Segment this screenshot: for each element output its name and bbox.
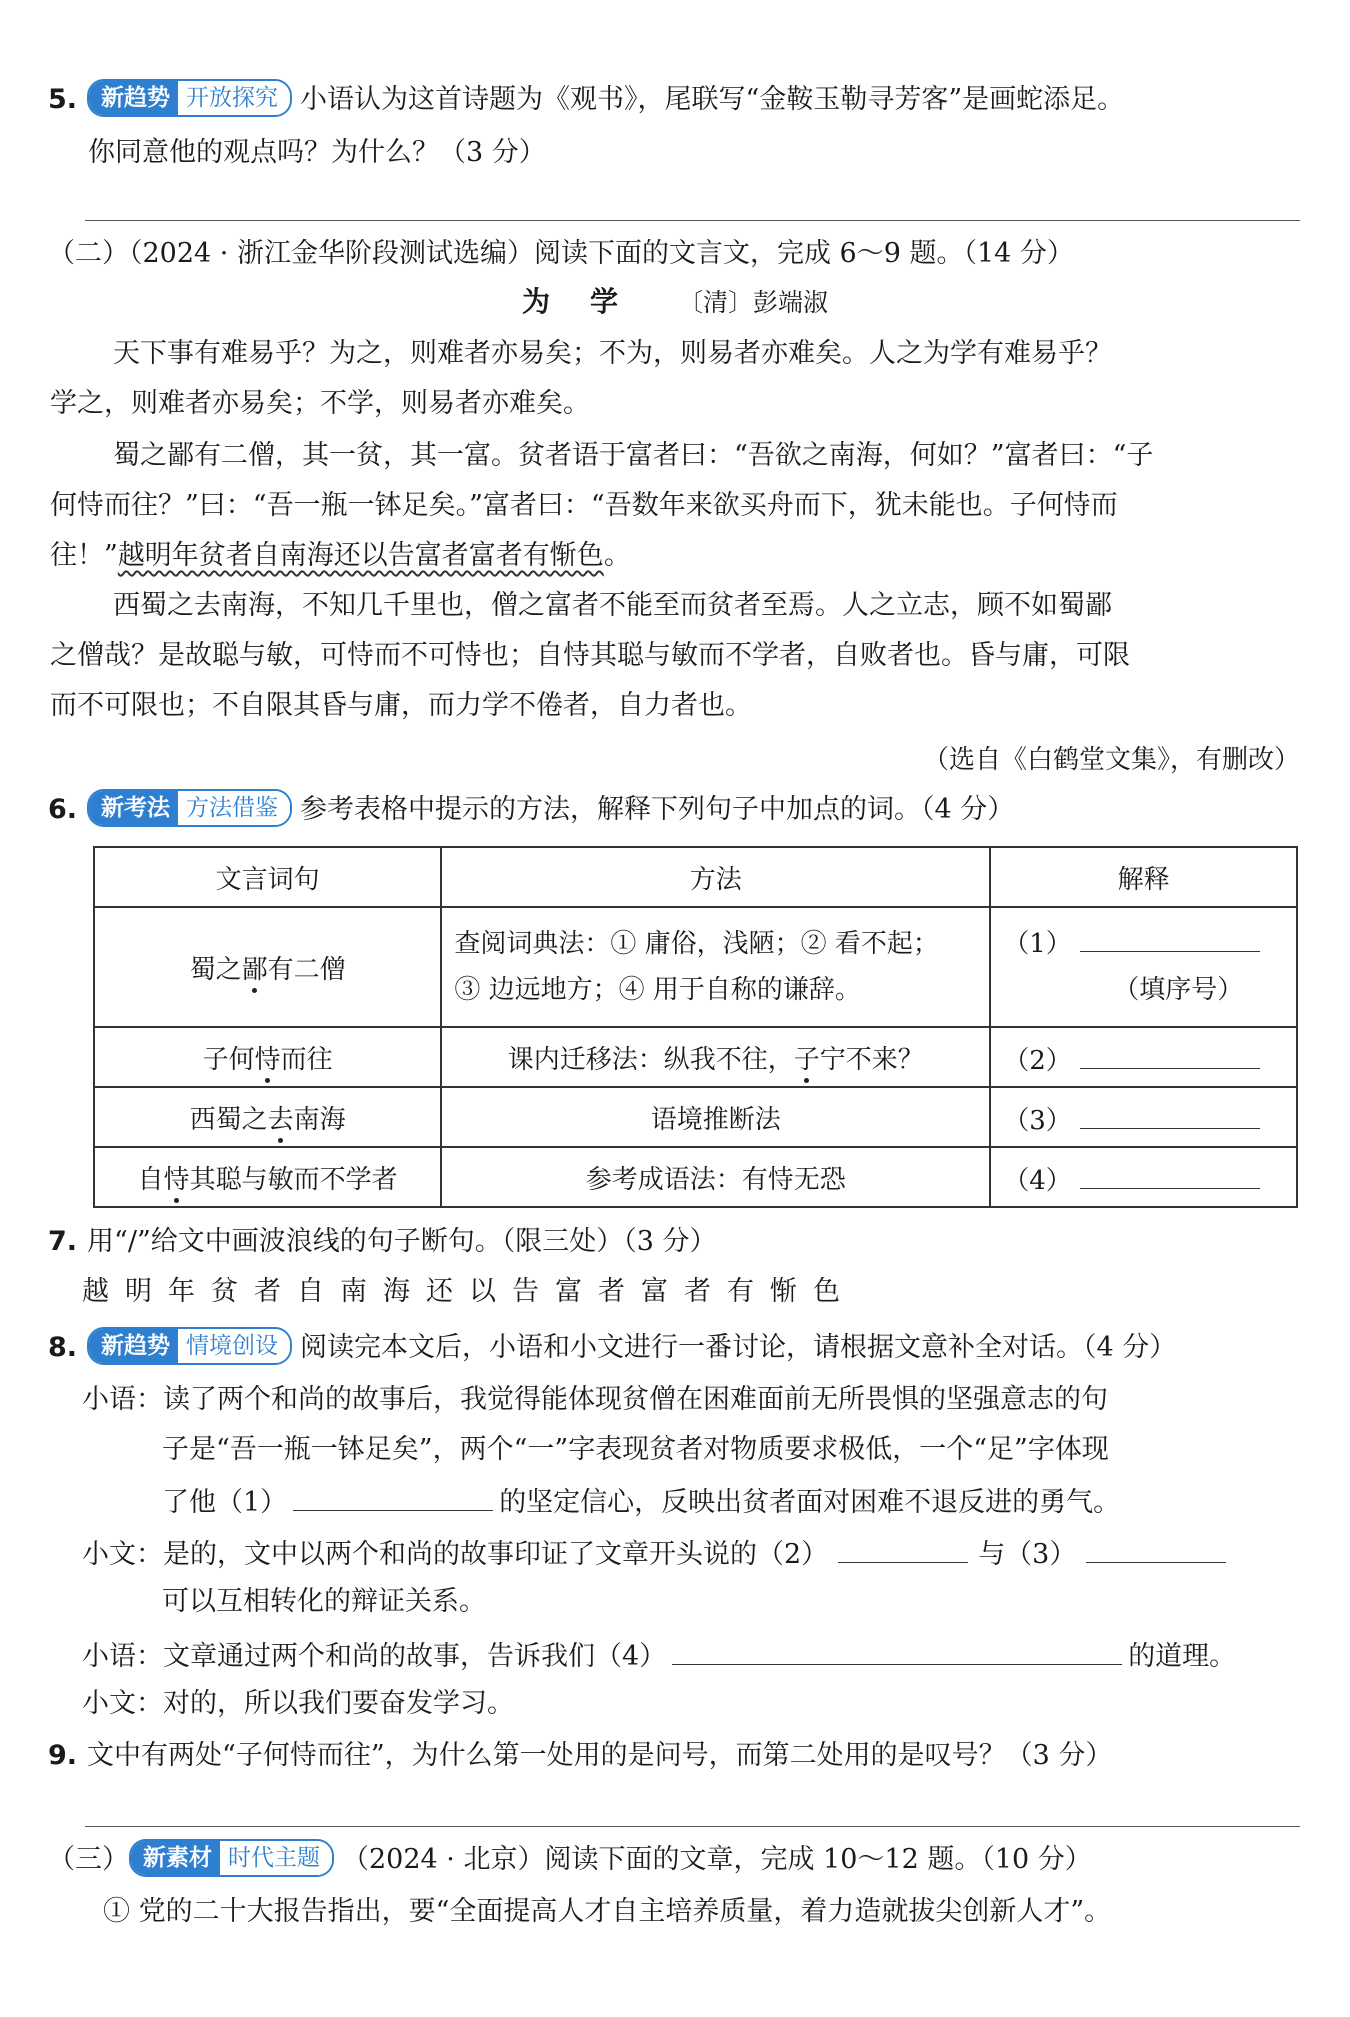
answer-blank[interactable] <box>293 1480 493 1511</box>
question-text: 小语认为这首诗题为《观书》，尾联写“金鞍玉勒寻芳客”是画蛇添足。 <box>300 84 1125 115</box>
question-text: 参考表格中提示的方法，解释下列句子中加点的词。（4 分） <box>300 794 1015 825</box>
section-2-header: （二）（2024 · 浙江金华阶段测试选编）阅读下面的文言文，完成 6～9 题。（14 分） <box>48 238 1074 269</box>
dialogue-line: 小文：对的，所以我们要奋发学习。 <box>82 1688 514 1719</box>
question-8 <box>48 1328 1176 1368</box>
table-header: 文言词句 <box>94 847 441 907</box>
paragraph-2-line-2: 何恃而往？”曰：“吾一瓶一钵足矣。”富者曰：“吾数年来欲买舟而下，犹未能也。子何恃而 <box>50 490 1118 521</box>
section-3-header: （三） 新素材 时代主题 （2024 · 北京）阅读下面的文章，完成 10～12 题。（10 分） <box>48 1840 1092 1880</box>
answer-blank <box>1080 1158 1260 1189</box>
question-tag: 新趋势 情境创设 <box>87 1327 292 1365</box>
question-number: 7. <box>48 1226 78 1257</box>
paragraph-1-line-1: 天下事有难易乎？为之，则难者亦易矣；不为，则易者亦难矣。人之为学有难易乎？ <box>113 338 1112 369</box>
paragraph-3-line-2: 之僧哉？是故聪与敏，可恃而不可恃也；自恃其聪与敏而不学者，自败者也。昏与庸，可限 <box>50 640 1130 671</box>
method-cell: 参考成语法：有恃无恐 <box>441 1147 990 1207</box>
paragraph-2-line-3: 往！”越明年贫者自南海还以告富者富者有惭色。 <box>50 540 631 571</box>
question-5-line-2: 你同意他的观点吗？为什么？（3 分） <box>88 137 546 168</box>
answer-blank[interactable] <box>1086 1532 1226 1563</box>
passage-source: （选自《白鹤堂文集》，有删改） <box>922 745 1300 775</box>
dialogue-line: 小文：是的，文中以两个和尚的故事印证了文章开头说的（2） 与（3） <box>82 1532 1226 1575</box>
answer-line <box>85 1826 1300 1827</box>
table-row <box>94 907 1297 1027</box>
question-text: 用“/”给文中画波浪线的句子断句。（限三处）（3 分） <box>87 1226 717 1257</box>
question-number: 8. <box>48 1332 78 1363</box>
table-header: 方法 <box>441 847 990 907</box>
method-cell: 课内迁移法：纵我不往，子宁不来？ <box>441 1027 990 1087</box>
dialogue-line: 小语：读了两个和尚的故事后，我觉得能体现贫僧在困难面前无所畏惧的坚强意志的句 <box>82 1384 1108 1415</box>
wavy-underlined-sentence: 越明年贫者自南海还以告富者富者有惭色 <box>117 540 604 571</box>
question-5 <box>48 80 1124 120</box>
question-tag: 新考法 方法借鉴 <box>87 789 292 827</box>
answer-cell[interactable]: （3） <box>990 1087 1297 1147</box>
answer-cell[interactable]: （1） （填序号） <box>990 907 1297 1027</box>
answer-blank[interactable] <box>672 1634 1122 1665</box>
paragraph-3-line-1: 西蜀之去南海，不知几千里也，僧之富者不能至而贫者至焉。人之立志，顾不如蜀鄙 <box>113 590 1112 621</box>
answer-blank[interactable] <box>838 1532 968 1563</box>
question-number: 6. <box>48 794 78 825</box>
answer-blank <box>1080 921 1260 952</box>
section-3-paragraph-1: ① 党的二十大报告指出，要“全面提高人才自主培养质量，着力造就拔尖创新人才”。 <box>103 1896 1112 1927</box>
answer-cell[interactable]: （2） <box>990 1027 1297 1087</box>
method-cell: 语境推断法 <box>441 1087 990 1147</box>
table-row <box>94 1027 1297 1087</box>
table-row <box>94 1087 1297 1147</box>
passage-title-text: 为学 <box>521 285 658 318</box>
question-text: 阅读完本文后，小语和小文进行一番讨论，请根据文意补全对话。（4 分） <box>300 1332 1177 1363</box>
passage-author: 〔清〕彭端淑 <box>678 288 829 317</box>
dialogue-line: 子是“吾一瓶一钵足矣”，两个“一”字表现贫者对物质要求极低，一个“足”字体现 <box>162 1434 1109 1465</box>
paragraph-2-line-1: 蜀之鄙有二僧，其一贫，其一富。贫者语于富者曰：“吾欲之南海，何如？”富者曰：“子 <box>113 440 1154 471</box>
table-row <box>94 1147 1297 1207</box>
sentence-to-punctuate[interactable]: 越明年贫者自南海还以告富者富者有惭色 <box>82 1276 856 1307</box>
dialogue-line: 小语：文章通过两个和尚的故事，告诉我们（4） 的道理。 <box>82 1634 1236 1677</box>
phrase-cell: 蜀之鄙有二僧 <box>94 907 441 1027</box>
phrase-cell: 西蜀之去南海 <box>94 1087 441 1147</box>
answer-blank <box>1080 1098 1260 1129</box>
question-number: 9. <box>48 1740 78 1771</box>
method-cell: 查阅词典法：① 庸俗，浅陋；② 看不起； ③ 边远地方；④ 用于自称的谦辞。 <box>441 907 990 1027</box>
question-9 <box>48 1736 1112 1776</box>
paragraph-1-line-2: 学之，则难者亦易矣；不学，则易者亦难矣。 <box>50 388 590 419</box>
dialogue-line: 可以互相转化的辩证关系。 <box>162 1586 486 1617</box>
answer-cell[interactable]: （4） <box>990 1147 1297 1207</box>
answer-blank <box>1080 1038 1260 1069</box>
question-7 <box>48 1222 717 1262</box>
paragraph-3-line-3: 而不可限也；不自限其昏与庸，而力学不倦者，自力者也。 <box>50 690 752 721</box>
dialogue-line: 了他（1） 的坚定信心，反映出贫者面对困难不退反进的勇气。 <box>162 1480 1120 1523</box>
vocabulary-table <box>93 846 1298 1208</box>
question-6 <box>48 790 1014 830</box>
table-header-row <box>94 847 1297 907</box>
question-text: 文中有两处“子何恃而往”，为什么第一处用的是问号，而第二处用的是叹号？（3 分） <box>87 1740 1113 1771</box>
section-tag: 新素材 时代主题 <box>129 1839 334 1877</box>
phrase-cell: 自恃其聪与敏而不学者 <box>94 1147 441 1207</box>
phrase-cell: 子何恃而往 <box>94 1027 441 1087</box>
question-number: 5. <box>48 84 78 115</box>
question-tag: 新趋势 开放探究 <box>87 79 292 117</box>
table-header: 解释 <box>990 847 1297 907</box>
passage-title <box>0 282 1350 323</box>
answer-line <box>85 220 1300 221</box>
